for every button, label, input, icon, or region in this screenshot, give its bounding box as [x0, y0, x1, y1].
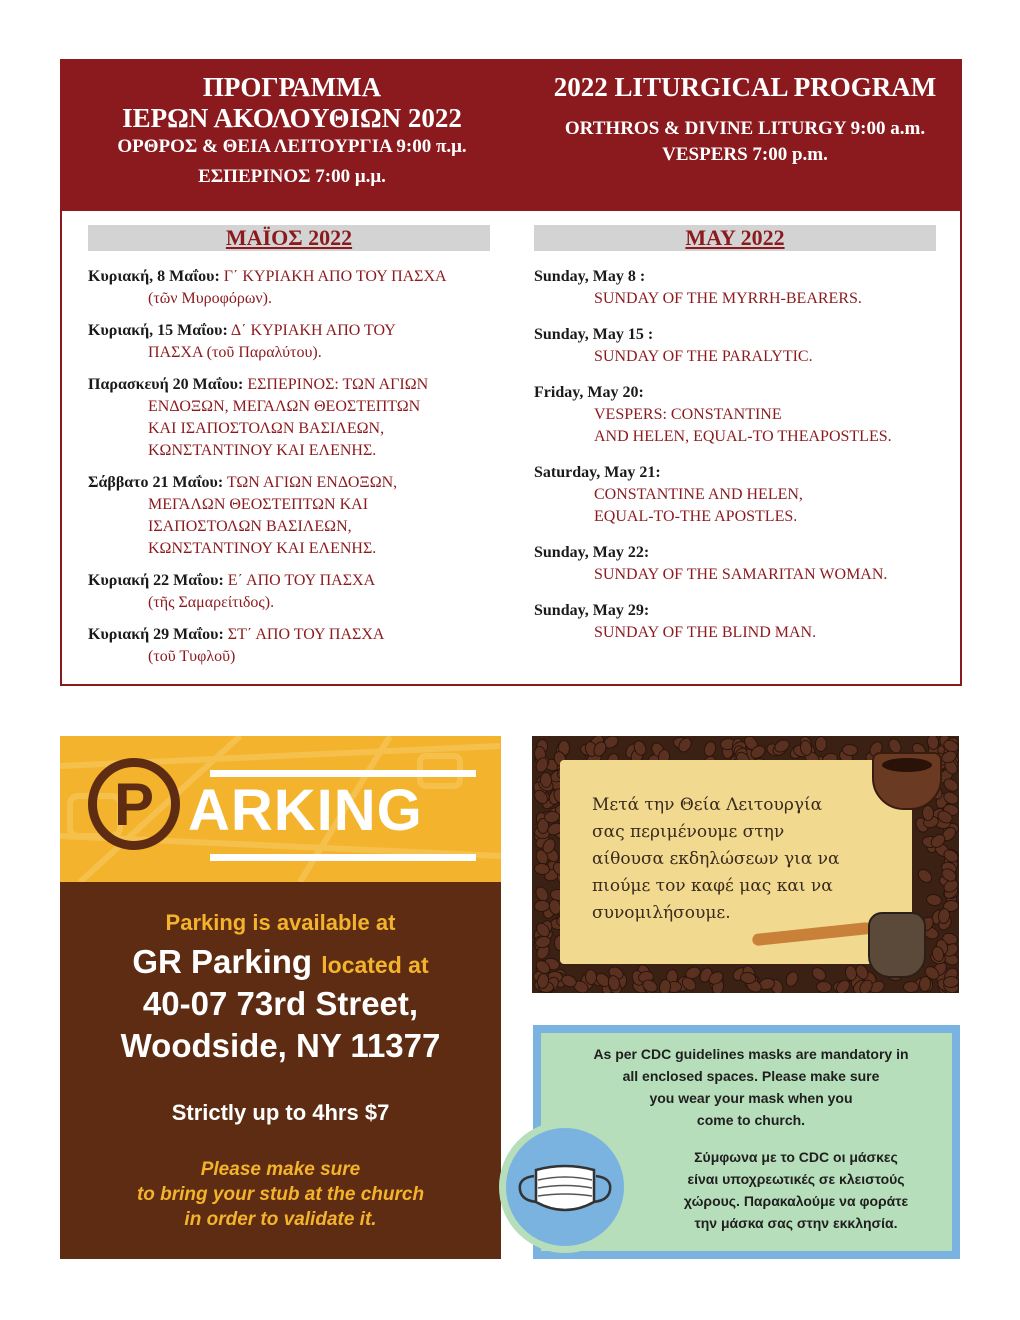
entry-desc: ΚΩΝΣΤΑΝΤΙΝΟΥ ΚΑΙ ΕΛΕΝΗΣ.	[148, 540, 377, 557]
coffee-bean-icon	[903, 981, 919, 993]
entry-day: Κυριακή, 15 Μαΐου:	[88, 322, 228, 339]
english-entry	[534, 462, 954, 528]
mask-english-line: all enclosed spaces. Please make sure	[622, 1068, 880, 1084]
english-title: 2022 LITURGICAL PROGRAM	[553, 72, 937, 102]
entry-desc: ΚΑΙ ΙΣΑΠΟΣΤΟΛΩΝ ΒΑΣΙΛΕΩΝ,	[148, 420, 385, 437]
entry-desc: AND HELEN, EQUAL-TO THEAPOSTLES.	[594, 428, 892, 445]
english-header	[530, 61, 960, 168]
entry-day: Κυριακή 29 Μαΐου:	[88, 626, 224, 643]
english-times-line1: ORTHROS & DIVINE LITURGY 9:00 a.m.	[564, 118, 926, 139]
entry-desc: ΚΩΝΣΤΑΝΤΙΝΟΥ ΚΑΙ ΕΛΕΝΗΣ.	[148, 442, 377, 459]
greek-entry	[88, 624, 498, 668]
mask-english-text	[561, 1043, 941, 1131]
coffee-line: πιούμε τον καφέ μας και να	[592, 876, 833, 896]
coffee-bean-icon	[925, 893, 943, 908]
entry-desc: VESPERS: CONSTANTINE	[594, 406, 782, 423]
mask-greek-text	[659, 1146, 933, 1234]
english-entry	[534, 542, 954, 586]
coffee-bean-icon	[702, 739, 718, 758]
liturgical-program-box	[60, 59, 962, 686]
parking-note-line1: Please make sure	[200, 1159, 361, 1180]
coffee-line: συνομιλήσουμε.	[592, 903, 731, 923]
entry-desc: ΕΣΠΕΡΙΝΟΣ: ΤΩΝ ΑΓΙΩΝ	[247, 376, 429, 393]
entry-desc: (τῆς Σαμαρείτιδος).	[148, 594, 275, 611]
parking-available-text: Parking is available at	[165, 910, 396, 935]
program-header	[62, 61, 960, 211]
greek-month-heading: ΜΑΪΟΣ 2022	[88, 225, 490, 251]
logo-bottom-rule	[210, 854, 476, 861]
mask-greek-line: Σύμφωνα με το CDC οι μάσκες	[694, 1149, 898, 1165]
entry-desc: ΣΤ΄ ΑΠΟ ΤΟΥ ΠΑΣΧΑ	[227, 626, 385, 643]
english-entry	[534, 324, 954, 368]
coffee-bean-icon	[915, 866, 935, 886]
coffee-bean-icon	[658, 978, 672, 993]
coffee-invitation-text	[592, 792, 882, 927]
coffee-cup-icon	[872, 752, 942, 810]
entry-day: Sunday, May 8 :	[534, 268, 646, 285]
parking-name-line	[60, 942, 501, 985]
parking-city: Woodside, NY 11377	[120, 1027, 441, 1064]
mask-greek-line: είναι υποχρεωτικές σε κλειστούς	[687, 1171, 905, 1187]
coffee-line: αίθουσα εκδηλώσεων για να	[592, 849, 840, 869]
english-entry	[534, 382, 954, 448]
mask-english-line: come to church.	[696, 1112, 806, 1128]
face-mask-icon	[499, 1121, 631, 1253]
english-entry	[534, 600, 954, 644]
entry-day: Παρασκευή 20 Μαΐου:	[88, 376, 244, 393]
entry-desc: SUNDAY OF THE MYRRH-BEARERS.	[594, 290, 862, 307]
greek-times-line1: ΟΡΘΡΟΣ & ΘΕΙΑ ΛΕΙΤΟΥΡΓΙΑ 9:00 π.μ.	[117, 136, 467, 157]
greek-entry	[88, 320, 498, 364]
parking-name: GR Parking	[132, 943, 313, 980]
mask-english-line: As per CDC guidelines masks are mandatory in	[593, 1046, 909, 1062]
entry-day: Saturday, May 21:	[534, 464, 661, 481]
entry-desc: ΠΑΣΧΑ (τοῦ Παραλύτου).	[148, 344, 322, 361]
mask-english-line: you wear your mask when you	[649, 1090, 853, 1106]
entry-desc: (τοῦ Τυφλοῦ)	[148, 648, 236, 665]
entry-desc: SUNDAY OF THE SAMARITAN WOMAN.	[594, 566, 888, 583]
entry-desc: ΤΩΝ ΑΓΙΩΝ ΕΝΔΟΞΩΝ,	[226, 474, 398, 491]
entry-desc: CONSTANTINE AND HELEN,	[594, 486, 803, 503]
coffee-bean-icon	[816, 981, 833, 993]
greek-entry	[88, 472, 498, 560]
entry-desc: ΕΝΔΟΞΩΝ, ΜΕΓΑΛΩΝ ΘΕΟΣΤΕΠΤΩΝ	[148, 398, 421, 415]
greek-title-line1: ΠΡΟΓΡΑΜΜΑ	[202, 72, 382, 102]
entry-day: Sunday, May 22:	[534, 544, 650, 561]
greek-title-line2: ΙΕΡΩΝ ΑΚΟΛΟΥΘΙΩΝ 2022	[122, 103, 462, 133]
logo-top-rule	[210, 770, 476, 777]
entry-desc: ΙΣΑΠΟΣΤΟΛΩΝ ΒΑΣΙΛΕΩΝ,	[148, 518, 352, 535]
entry-day: Σάββατο 21 Μαΐου:	[88, 474, 224, 491]
coffee-invitation-box	[532, 736, 959, 993]
greek-header	[62, 61, 522, 190]
entry-desc: Δ΄ ΚΥΡΙΑΚΗ ΑΠΟ ΤΟΥ	[230, 322, 396, 339]
entry-day: Κυριακή 22 Μαΐου:	[88, 572, 224, 589]
greek-times-line2: ΕΣΠΕΡΙΝΟΣ 7:00 μ.μ.	[198, 166, 386, 187]
coffee-bean-icon	[783, 970, 800, 989]
mask-greek-line: την μάσκα σας στην εκκλησία.	[694, 1215, 898, 1231]
greek-entry	[88, 266, 498, 310]
parking-located-text: located at	[321, 952, 429, 978]
entry-desc: (τῶν Μυροφόρων).	[148, 290, 272, 307]
coffee-line: σας περιμένουμε στην	[592, 822, 785, 842]
parking-p-icon	[88, 758, 180, 850]
entry-desc: SUNDAY OF THE PARALYTIC.	[594, 348, 813, 365]
parking-box	[60, 736, 501, 1259]
briki-pot-icon	[868, 912, 926, 978]
parking-logo-letter: P	[113, 771, 155, 838]
entry-desc: EQUAL-TO-THE APOSTLES.	[594, 508, 798, 525]
entry-desc: SUNDAY OF THE BLIND MAN.	[594, 624, 817, 641]
entry-desc: ΜΕΓΑΛΩΝ ΘΕΟΣΤΕΠΤΩΝ ΚΑΙ	[148, 496, 369, 513]
entry-day: Κυριακή, 8 Μαΐου:	[88, 268, 220, 285]
parking-logo-word: ARKING	[188, 778, 423, 843]
english-month-heading: MAY 2022	[534, 225, 936, 251]
parking-rate: Strictly up to 4hrs $7	[171, 1100, 390, 1125]
parking-logo-banner	[60, 736, 501, 882]
entry-desc: Ε΄ ΑΠΟ ΤΟΥ ΠΑΣΧΑ	[227, 572, 376, 589]
english-times-line2: VESPERS 7:00 p.m.	[662, 144, 828, 165]
entry-day: Friday, May 20:	[534, 384, 644, 401]
coffee-line: Μετά την Θεία Λειτουργία	[592, 795, 823, 815]
entry-day: Sunday, May 29:	[534, 602, 650, 619]
coffee-bean-icon	[922, 805, 935, 821]
greek-entry	[88, 374, 498, 462]
greek-entry	[88, 570, 498, 614]
parking-street: 40-07 73rd Street,	[142, 985, 419, 1022]
entry-desc: Γ΄ ΚΥΡΙΑΚΗ ΑΠΟ ΤΟΥ ΠΑΣΧΑ	[223, 268, 447, 285]
parking-note-line2: to bring your stub at the church	[136, 1184, 425, 1205]
entry-day: Sunday, May 15 :	[534, 326, 654, 343]
parking-note-line3: in order to validate it.	[184, 1209, 377, 1230]
coffee-bean-icon	[815, 736, 827, 752]
mask-greek-line: χώρους. Παρακαλούμε να φοράτε	[683, 1193, 909, 1209]
english-entry	[534, 266, 954, 310]
